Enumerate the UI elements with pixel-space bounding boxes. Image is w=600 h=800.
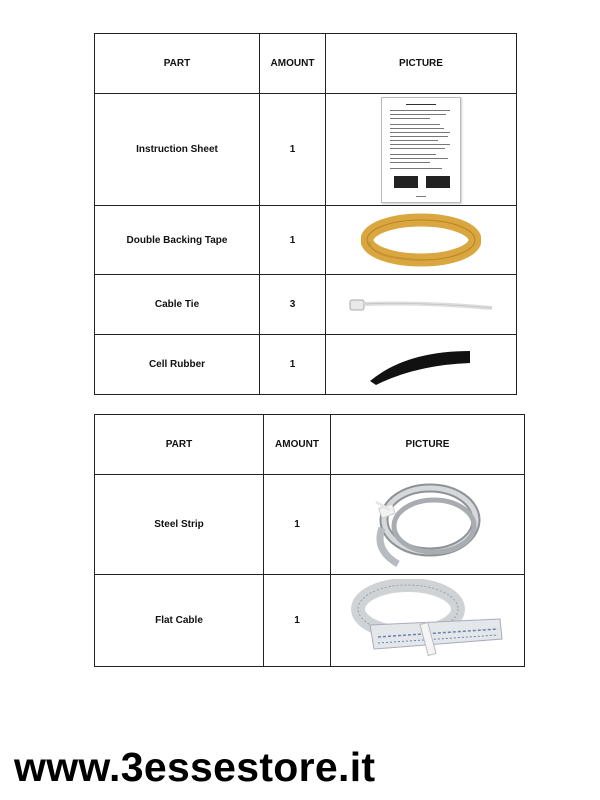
table-row: [95, 206, 517, 275]
part-name: Flat Cable: [95, 575, 264, 667]
part-amount: 1: [264, 475, 331, 575]
header-amount: AMOUNT: [260, 34, 326, 94]
parts-table-2: [94, 414, 525, 667]
cable-tie-image: [346, 290, 496, 320]
header-amount: AMOUNT: [264, 415, 331, 475]
part-amount: 1: [260, 335, 326, 395]
steel-strip-image: [368, 480, 488, 570]
website-footer: www.3essestore.it: [14, 744, 376, 790]
parts-table-1: [94, 33, 517, 395]
table-row: [95, 475, 525, 575]
part-name: Double Backing Tape: [95, 206, 260, 275]
part-name: Cable Tie: [95, 275, 260, 335]
cell-rubber-image: [366, 345, 476, 385]
table-row: [95, 575, 525, 667]
table-header-row: [95, 415, 525, 475]
part-picture: [326, 206, 517, 275]
part-amount: 1: [260, 206, 326, 275]
part-amount: 1: [264, 575, 331, 667]
instruction-sheet-image: [381, 97, 461, 203]
table-header-row: [95, 34, 517, 94]
header-part: PART: [95, 415, 264, 475]
part-name: Steel Strip: [95, 475, 264, 575]
flat-cable-image: [350, 579, 506, 663]
part-picture: [326, 275, 517, 335]
part-picture: [331, 475, 525, 575]
part-name: Cell Rubber: [95, 335, 260, 395]
table-row: [95, 275, 517, 335]
header-picture: PICTURE: [326, 34, 517, 94]
part-amount: 3: [260, 275, 326, 335]
double-backing-tape-image: [361, 212, 481, 268]
header-part: PART: [95, 34, 260, 94]
table-row: [95, 335, 517, 395]
header-picture: PICTURE: [331, 415, 525, 475]
part-amount: 1: [260, 94, 326, 206]
table-row: [95, 94, 517, 206]
part-name: Instruction Sheet: [95, 94, 260, 206]
part-picture: [326, 335, 517, 395]
part-picture: [326, 94, 517, 206]
part-picture: [331, 575, 525, 667]
